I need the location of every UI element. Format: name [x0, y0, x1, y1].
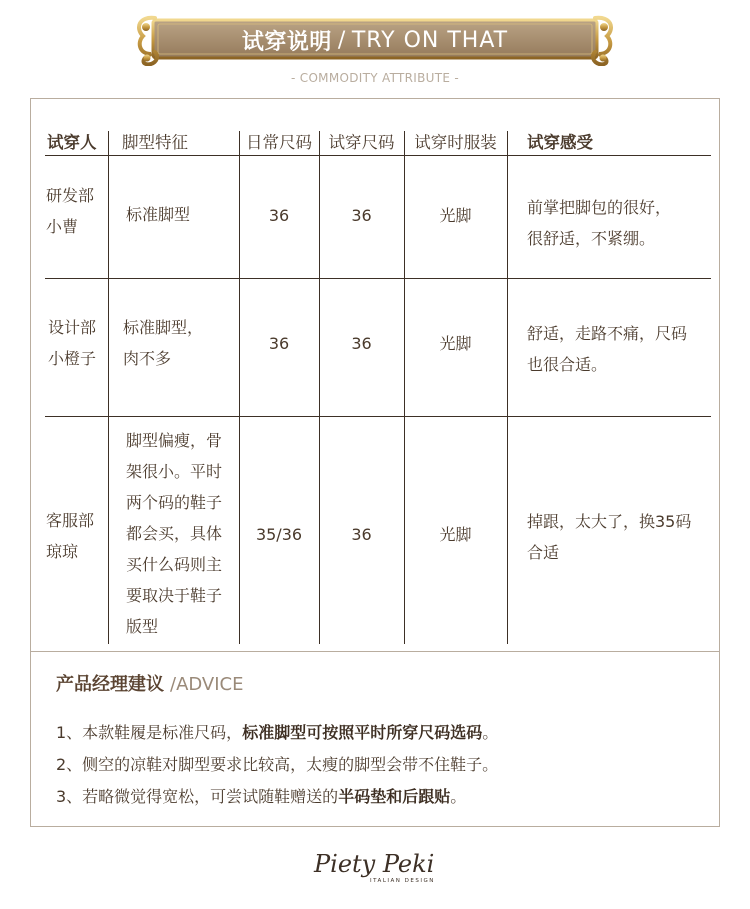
table-header-feeling: 试穿感受: [527, 133, 593, 152]
commodity-attribute-subtitle: - COMMODITY ATTRIBUTE -: [291, 71, 459, 85]
banner-title-en: TRY ON THAT: [351, 27, 509, 53]
advice-item-text: 1、本款鞋履是标准尺码，: [56, 723, 243, 742]
table-row: [319, 328, 404, 359]
table-row: [319, 519, 404, 550]
cell-clothing: 光脚: [439, 206, 472, 225]
table-row: [527, 192, 717, 254]
cell-person: 客服部 琼琼: [46, 511, 95, 561]
table-row: [126, 425, 238, 642]
cell-feeling: 掉跟，太大了，换35码 合适: [527, 512, 692, 562]
table-header-rule: [45, 155, 711, 156]
table-row: [404, 200, 507, 231]
table-header-clothing: 试穿时服装: [414, 133, 497, 152]
cell-foot-type: 标准脚型: [126, 205, 191, 224]
table-column-rule: [507, 131, 508, 644]
banner-title-zh: 试穿说明: [241, 29, 332, 55]
advice-item-text: 3、若略微觉得宽松，可尝试随鞋赠送的: [56, 787, 339, 806]
advice-item: [56, 752, 498, 775]
advice-item-highlight: 标准脚型可按照平时所穿尺码选码: [242, 723, 483, 742]
table-header-trial-size: 试穿尺码: [328, 133, 395, 152]
table-column-rule: [108, 131, 109, 644]
section-divider: [30, 651, 720, 652]
cell-daily-size: 36: [268, 334, 290, 353]
table-header-daily-size: 日常尺码: [246, 133, 312, 152]
advice-item-highlight: 半码垫和后跟贴: [338, 787, 451, 806]
brand-logo: [310, 842, 440, 888]
banner-title: [133, 14, 617, 66]
cell-clothing: 光脚: [439, 334, 472, 353]
cell-clothing: 光脚: [439, 525, 472, 544]
cell-person: 设计部 小橙子: [48, 318, 97, 368]
advice-heading-zh: 产品经理建议: [56, 674, 164, 695]
table-row: [404, 519, 507, 550]
cell-trial-size: 36: [351, 525, 372, 544]
table-row: [46, 505, 108, 567]
table-row-rule: [45, 278, 711, 279]
table-row: [527, 318, 717, 380]
table-row: [126, 199, 238, 230]
brand-logo-icon: [310, 842, 440, 888]
table-row: [404, 328, 507, 359]
cell-daily-size: 36: [268, 206, 290, 225]
cell-daily-size: 35/36: [255, 525, 303, 544]
table-header-person: 试穿人: [47, 133, 97, 152]
table-header-foot-type: 脚型特征: [122, 133, 188, 152]
advice-heading-en: /ADVICE: [170, 674, 244, 695]
cell-foot-type: 脚型偏瘦，骨 架很小。平时 两个码的鞋子 都会买，具体 买什么码则主 要取决于鞋子 版型: [126, 431, 223, 636]
brand-logo-script: Piety Peki: [314, 850, 435, 878]
table-row: [46, 180, 108, 242]
cell-trial-size: 36: [351, 334, 372, 353]
cell-feeling: 舒适，走路不痛，尺码 也很合适。: [527, 324, 688, 374]
title-banner: [133, 14, 617, 66]
advice-item-tail: 。: [482, 723, 499, 742]
advice-item-text: 2、侧空的凉鞋对脚型要求比较高，太瘦的脚型会带不住鞋子。: [56, 755, 499, 774]
table-row: [123, 312, 239, 374]
table-row: [527, 506, 717, 568]
advice-item-tail: 。: [450, 787, 467, 806]
brand-logo-tagline: ITALIAN DESIGN: [370, 878, 435, 884]
advice-item: [56, 784, 466, 807]
cell-trial-size: 36: [351, 206, 372, 225]
cell-foot-type: 标准脚型， 肉不多: [123, 318, 204, 368]
table-row: [239, 200, 319, 231]
table-row: [319, 200, 404, 231]
advice-heading: [56, 670, 244, 696]
advice-item: [56, 720, 498, 743]
table-row-rule: [45, 416, 711, 417]
table-row: [48, 312, 110, 374]
cell-feeling: 前掌把脚包的很好， 很舒适，不紧绷。: [527, 198, 672, 248]
banner-separator: /: [337, 27, 346, 53]
table-row: [239, 519, 319, 550]
table-row: [239, 328, 319, 359]
cell-person: 研发部 小曹: [46, 186, 95, 236]
